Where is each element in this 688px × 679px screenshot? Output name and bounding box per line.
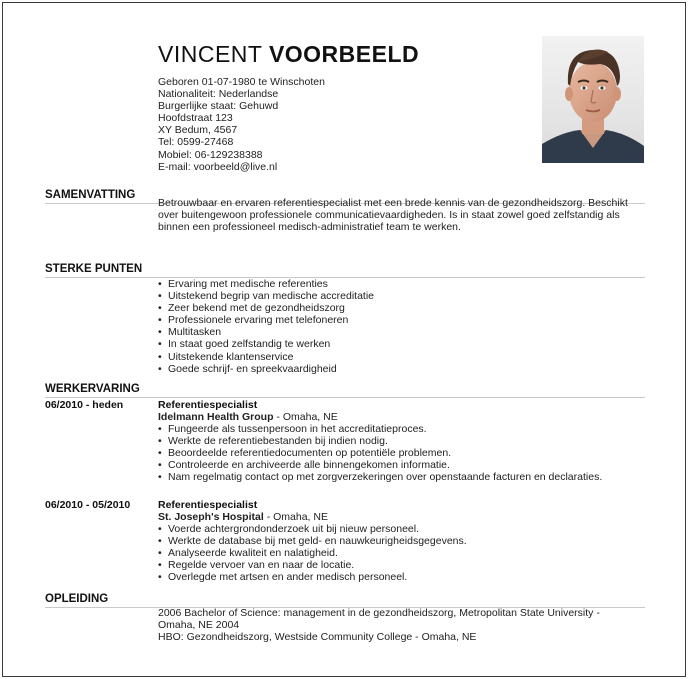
- section-title-education: OPLEIDING: [45, 593, 109, 605]
- list-item: • Uitstekend begrip van medische accreditatie: [158, 290, 374, 302]
- list-item: • Goede schrijf- en spreekvaardigheid: [158, 363, 374, 375]
- list-item: • Uitstekende klantenservice: [158, 351, 374, 363]
- contact-birth: Geboren 01-07-1980 te Winschoten: [158, 76, 325, 88]
- list-item: • Regelde vervoer van en naar de locatie.: [158, 559, 467, 571]
- list-item: • Multitasken: [158, 326, 374, 338]
- list-item: • Fungeerde als tussenpersoon in het accreditatieproces.: [158, 423, 628, 435]
- contact-email: E-mail: voorbeeld@live.nl: [158, 160, 278, 173]
- summary-text: Betrouwbaar en ervaren referentiespecialist met een brede kennis van de gezondheidszorg. Beschikt over buitengewoon professionele communicatievaardigheden. Is in staat zowel goed zelfstandig als binnen een professioneel medisch-administratief team te werken.: [158, 197, 628, 234]
- contact-nationality: Nationaliteit: Nederlandse: [158, 88, 279, 101]
- education-line: HBO: Gezondheidszorg, Westside Community College - Omaha, NE: [158, 631, 477, 644]
- contact-phone: Tel: 0599-27468: [158, 136, 234, 149]
- job-employer: [158, 511, 328, 523]
- list-item: • Professionele ervaring met telefoneren: [158, 314, 374, 326]
- job-duties-list: [158, 423, 628, 483]
- divider: [45, 397, 645, 398]
- employer-name: Idelmann Health Group: [158, 411, 274, 423]
- list-item: • Overlegde met artsen en ander medisch personeel.: [158, 571, 467, 583]
- contact-city: XY Bedum, 4567: [158, 124, 238, 137]
- list-item: • Beoordeelde referentiedocumenten op potentiële problemen.: [158, 447, 628, 459]
- portrait-illustration: [542, 36, 644, 163]
- contact-street: Hoofdstraat 123: [158, 112, 233, 125]
- job-dates: 06/2010 - heden: [45, 399, 124, 411]
- section-title-experience: WERKERVARING: [45, 383, 140, 395]
- contact-marital-status: Burgerlijke staat: Gehuwd: [158, 100, 279, 113]
- first-name: VINCENT: [158, 41, 263, 67]
- last-name: VOORBEELD: [268, 41, 420, 67]
- employer-name: St. Joseph's Hospital: [158, 511, 264, 523]
- profile-photo: [542, 36, 644, 163]
- employer-location: - Omaha, NE: [273, 411, 338, 423]
- employer-location: - Omaha, NE: [263, 511, 328, 523]
- strengths-list: [158, 278, 374, 375]
- section-title-summary: SAMENVATTING: [45, 189, 136, 201]
- list-item: • Werkte de database bij met geld- en nauwkeurigheidsgegevens.: [158, 535, 467, 547]
- job-title: Referentiespecialist: [158, 499, 258, 511]
- list-item: • Zeer bekend met de gezondheidszorg: [158, 302, 374, 314]
- education-line: 2006 Bachelor of Science: management in de gezondheidszorg, Metropolitan State University - Omaha, NE 2004: [158, 607, 600, 632]
- section-title-strengths: STERKE PUNTEN: [45, 263, 143, 275]
- job-employer: [158, 411, 338, 423]
- list-item: • Voerde achtergrondonderzoek uit bij nieuw personeel.: [158, 523, 467, 535]
- contact-details: [158, 76, 325, 173]
- list-item: • Analyseerde kwaliteit en nalatigheid.: [158, 547, 467, 559]
- list-item: • Ervaring met medische referenties: [158, 278, 374, 290]
- contact-mobile: Mobiel: 06-129238388: [158, 148, 263, 161]
- job-duties-list: [158, 523, 467, 583]
- candidate-name: [158, 41, 419, 68]
- job-dates: 06/2010 - 05/2010: [45, 499, 131, 511]
- list-item: • In staat goed zelfstandig te werken: [158, 338, 374, 350]
- job-title: Referentiespecialist: [158, 399, 258, 411]
- list-item: • Controleerde en archiveerde alle binnengekomen informatie.: [158, 459, 628, 471]
- education-details: [158, 607, 638, 643]
- list-item: • Nam regelmatig contact op met zorgverzekeringen over openstaande facturen en declaraties.: [158, 471, 628, 483]
- list-item: • Werkte de referentiebestanden bij indien nodig.: [158, 435, 628, 447]
